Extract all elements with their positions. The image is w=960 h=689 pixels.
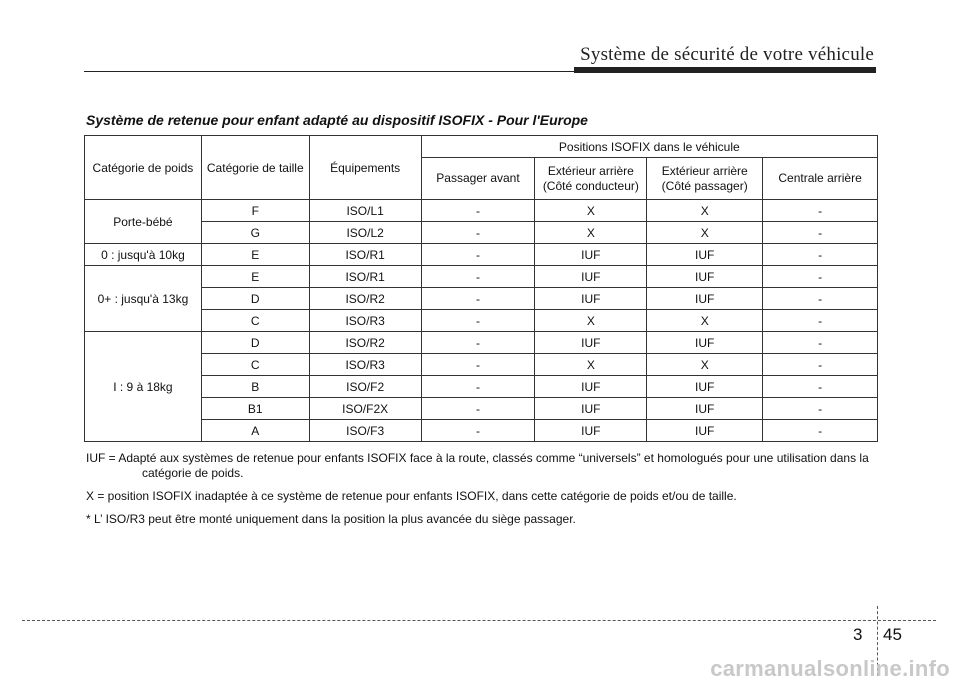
page-number: 45 [883,625,902,644]
header-rule-bar [574,67,876,73]
rear-passenger-cell: IUF [647,266,763,288]
rear-driver-cell: IUF [535,376,647,398]
equipment-cell: ISO/R2 [309,288,421,310]
header-rear-center: Centrale arrière [763,158,878,200]
weight-category-cell: 0+ : jusqu'à 13kg [85,266,202,332]
equipment-cell: ISO/F2 [309,376,421,398]
rear-passenger-cell: X [647,354,763,376]
size-cell: B [201,376,309,398]
table-row [85,200,878,222]
rear-passenger-cell: X [647,200,763,222]
header-rule [84,71,574,72]
front-cell: - [421,354,535,376]
header-equipment: Équipements [309,136,421,200]
size-cell: B1 [201,398,309,420]
table-row [85,332,878,354]
rear-center-cell: - [763,222,878,244]
equipment-cell: ISO/L1 [309,200,421,222]
table-row [85,354,878,376]
rear-driver-cell: X [535,354,647,376]
front-cell: - [421,266,535,288]
rear-passenger-cell: X [647,222,763,244]
weight-category-cell: Porte-bébé [85,200,202,244]
front-cell: - [421,376,535,398]
size-cell: E [201,266,309,288]
equipment-cell: ISO/R2 [309,332,421,354]
header-rear-outer-driver: Extérieur arrière (Côté conducteur) [535,158,647,200]
rear-center-cell: - [763,398,878,420]
table-row [85,288,878,310]
front-cell: - [421,200,535,222]
rear-driver-cell: X [535,200,647,222]
note-asterisk: * L’ ISO/R3 peut être monté uniquement dans la position la plus avancée du siège passager. [86,512,576,526]
header-weight-category: Catégorie de poids [85,136,202,200]
equipment-cell: ISO/R1 [309,266,421,288]
rear-passenger-cell: IUF [647,244,763,266]
header-front-passenger: Passager avant [421,158,535,200]
rear-driver-cell: X [535,222,647,244]
rear-center-cell: - [763,354,878,376]
equipment-cell: ISO/R1 [309,244,421,266]
size-cell: G [201,222,309,244]
table-row [85,244,878,266]
table-row [85,376,878,398]
rear-center-cell: - [763,244,878,266]
equipment-cell: ISO/R3 [309,310,421,332]
size-cell: C [201,354,309,376]
note-x: X = position ISOFIX inadaptée à ce système de retenue pour enfants ISOFIX, dans cette catégorie de poids et/ou de taille. [86,489,737,503]
rear-passenger-cell: IUF [647,332,763,354]
front-cell: - [421,310,535,332]
size-cell: A [201,420,309,442]
rear-passenger-cell: X [647,310,763,332]
weight-category-cell: 0 : jusqu'à 10kg [85,244,202,266]
rear-driver-cell: X [535,310,647,332]
rear-driver-cell: IUF [535,266,647,288]
rear-passenger-cell: IUF [647,420,763,442]
rear-center-cell: - [763,376,878,398]
equipment-cell: ISO/F2X [309,398,421,420]
rear-center-cell: - [763,332,878,354]
footer-rule [22,620,936,621]
rear-driver-cell: IUF [535,244,647,266]
header-size-category: Catégorie de taille [201,136,309,200]
rear-driver-cell: IUF [535,332,647,354]
table-row [85,420,878,442]
table-row [85,222,878,244]
notes [86,451,878,535]
rear-center-cell: - [763,266,878,288]
rear-passenger-cell: IUF [647,288,763,310]
header-rear-outer-passenger: Extérieur arrière (Côté passager) [647,158,763,200]
rear-passenger-cell: IUF [647,376,763,398]
rear-driver-cell: IUF [535,398,647,420]
size-cell: E [201,244,309,266]
rear-driver-cell: IUF [535,288,647,310]
size-cell: C [201,310,309,332]
rear-center-cell: - [763,420,878,442]
header-isofix-positions: Positions ISOFIX dans le véhicule [421,136,877,158]
weight-category-cell: I : 9 à 18kg [85,332,202,442]
table-row [85,310,878,332]
rear-passenger-cell: IUF [647,398,763,420]
rear-center-cell: - [763,310,878,332]
equipment-cell: ISO/F3 [309,420,421,442]
section-title: Système de retenue pour enfant adapté au dispositif ISOFIX - Pour l'Europe [86,112,588,128]
note-iuf: IUF = Adapté aux systèmes de retenue pour enfants ISOFIX face à la route, classés comme “universels” et homologués pour une utilisation dans la catégorie de poids. [86,451,869,480]
table-row [85,266,878,288]
isofix-table [84,135,878,442]
front-cell: - [421,222,535,244]
equipment-cell: ISO/L2 [309,222,421,244]
watermark-logo: carmanualsonline.info [710,656,950,681]
page-header-title: Système de sécurité de votre véhicule [580,44,874,65]
rear-center-cell: - [763,288,878,310]
front-cell: - [421,332,535,354]
front-cell: - [421,398,535,420]
equipment-cell: ISO/R3 [309,354,421,376]
rear-driver-cell: IUF [535,420,647,442]
table-row [85,398,878,420]
size-cell: D [201,288,309,310]
front-cell: - [421,288,535,310]
chapter-number: 3 [853,625,863,644]
rear-center-cell: - [763,200,878,222]
front-cell: - [421,420,535,442]
size-cell: F [201,200,309,222]
size-cell: D [201,332,309,354]
front-cell: - [421,244,535,266]
